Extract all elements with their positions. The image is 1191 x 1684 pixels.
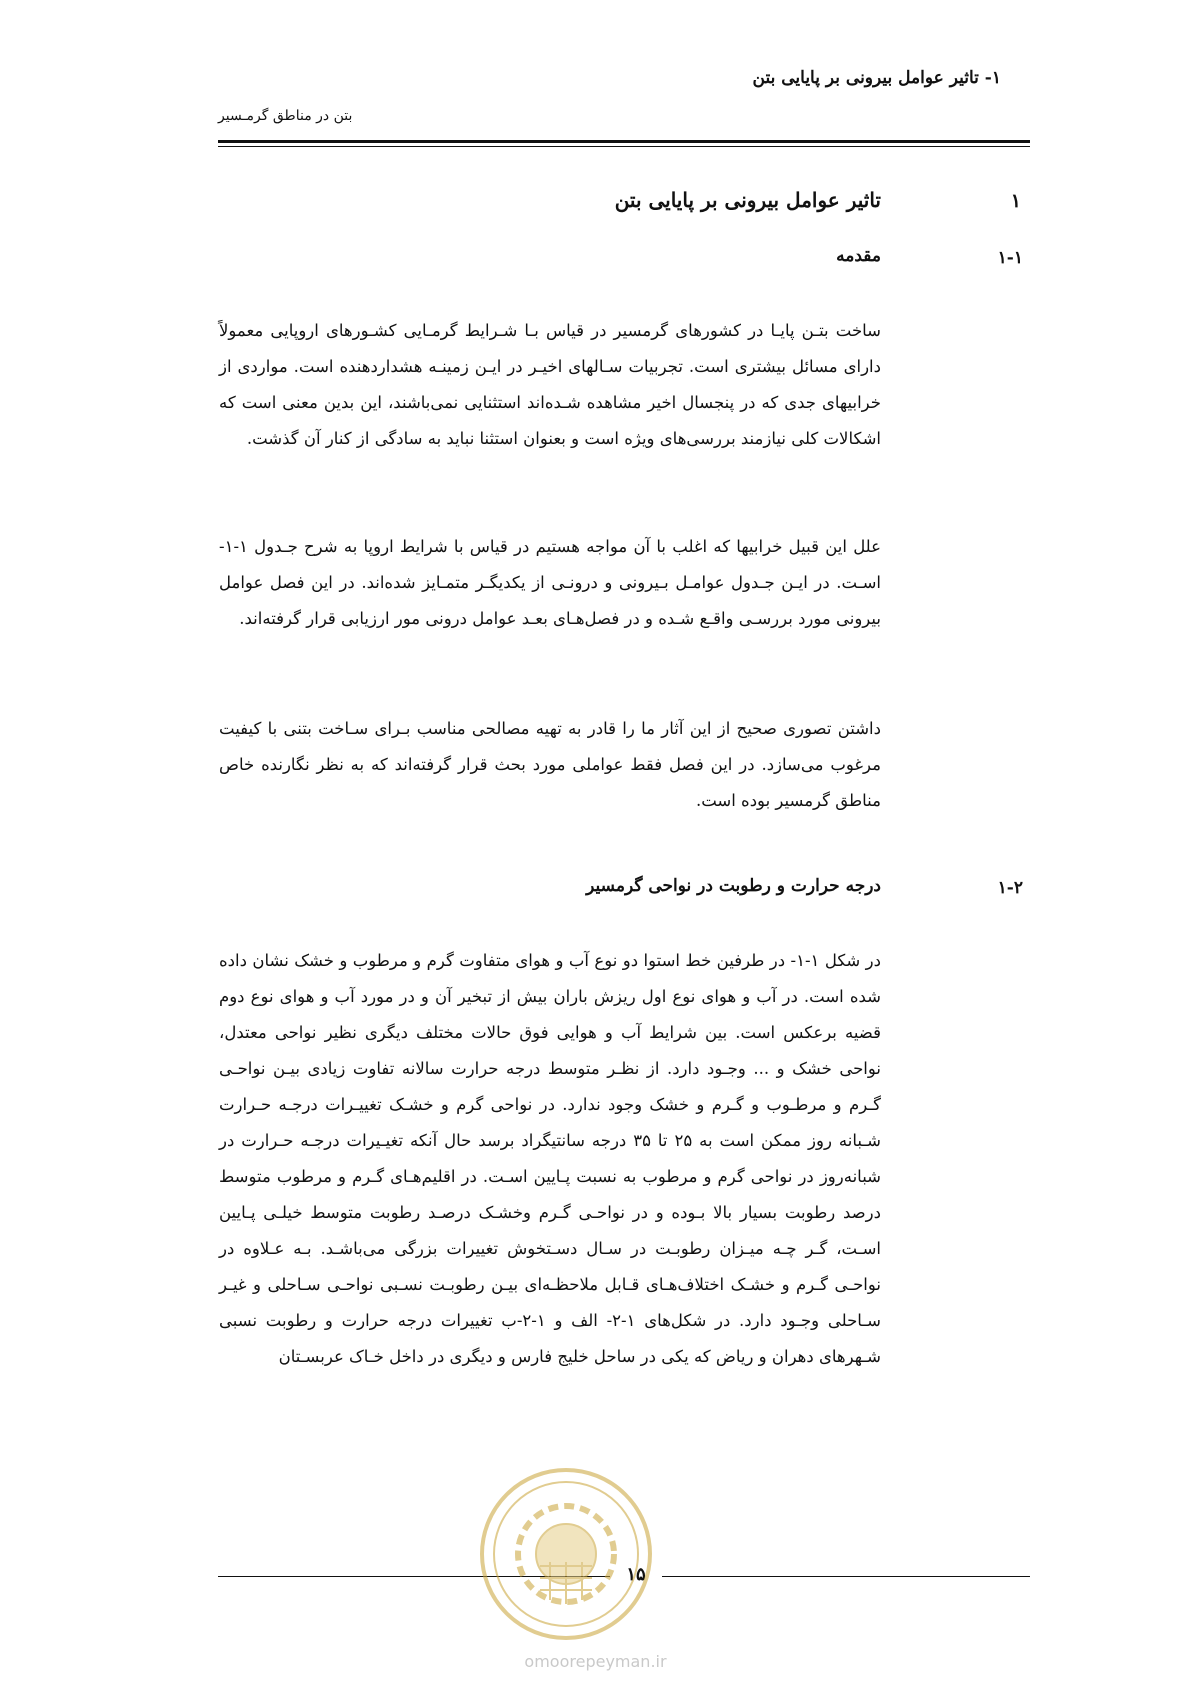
header-rule-thick — [218, 140, 1030, 143]
section-1-2-number: ۱-۲ — [997, 878, 1023, 898]
running-header-book-title: بتن در مناطق گرمـسیر — [218, 108, 353, 124]
running-header-chapter-title: ۱- تاثیر عوامل بیرونی بر پایایی بتن — [752, 68, 1001, 88]
paragraph-intro-2: علل این قبیل خرابیها که اغلب با آن مواجه هستیم در قیاس با شرایط اروپا به شرح جـدول ۱-۱- اسـت. در ایـن جـدول عوامـل بـیرونی و درونـی از یکدیگـر متمـایز شده‌اند. در این فصل عوامل بیرونی مورد بررسـی واقـع شـده و در فصل‌هـای بعـد عوامل درونی مور ارزیابی قرار گرفته‌اند. — [219, 536, 881, 628]
site-watermark: omoorepeyman.ir — [524, 1652, 667, 1671]
header-rule-thin — [218, 146, 1030, 147]
section-1-1-number: ۱-۱ — [997, 248, 1023, 268]
publisher-seal-icon — [478, 1466, 654, 1642]
paragraph-intro-1: ساخت بتـن پایـا در کشورهای گرمسیر در قیاس بـا شـرایط گرمـایی کشـورهای اروپایی معمولاً دارای مسائل بیشتری است. تجربیات سـالهای اخیـر در ایـن زمینـه هشداردهنده است. مواردی از خرابیهای جدی که در پنجسال اخیر مشاهده شـده‌اند استثنایی نمی‌باشند، این بدین معنی است که اشکالات کلی نیازمند بررسی‌های ویژه است و بعنوان استثنا نباید به سادگی از کنار آن گذشت. — [219, 320, 881, 448]
section-1-title: تاثیر عوامل بیرونی بر پایایی بتن — [614, 188, 881, 212]
footer-rule-right — [662, 1576, 1030, 1577]
paragraph-intro-3: داشتن تصوری صحیح از این آثار ما را قادر به تهیه مصالحی مناسب بـرای سـاخت بتنی با کیفیت مرغوب می‌سازد. در این فصل فقط عواملی مورد بحث قرار گرفته‌اند که به نظر نگارنده خاص مناطق گرمسیر بوده است. — [219, 718, 881, 810]
section-1-1-title: مقدمه — [836, 246, 881, 266]
paragraph-climate: در شکل ۱-۱- در طرفین خط استوا دو نوع آب و هوای متفاوت گرم و مرطوب و خشک نشان داده شده است. در آب و هوای نوع اول ریزش باران بیش از تبخیر آن و در مورد آب و هوای نوع دوم قضیه برعکس است. بین شرایط آب و هوایی فوق حالات مختلف دیگری نظیر نواحی معتدل، نواحی خشک و ... وجـود دارد. از نظـر متوسط درجه حرارت سالانه تفاوت زیادی بیـن نواحـی گـرم و مرطـوب و گـرم و خشک وجود ندارد. در نواحی گرم و خشـک تغییـرات درجـه حـرارت شـبانه روز ممکن است به ۲۵ تا ۳۵ درجه سانتیگراد برسد حال آنکه تغیـیرات درجـه حـرارت در شبانه‌روز در نواحی گرم و مرطوب به نسبت پـایین اسـت. در اقلیم‌هـای گـرم و مرطوب متوسط درصد رطوبت بسیار بالا بـوده و در نواحـی گـرم وخشـک درصـد رطوبت متوسط خیلـی پـایین اسـت، گـر چـه میـزان رطوبـت در سـال دسـتخوش تغییرات بزرگی می‌باشـد. بـه عـلاوه در نواحـی گـرم و خشـک اختلاف‌هـای قـابل ملاحظـه‌ای بیـن رطوبـت نسـبی نواحـی سـاحلی و غیـر سـاحلی وجـود دارد. در شکل‌های ۱-۲- الف و ۱-۲-ب تغییرات درجه حرارت و رطوبت نسبی شـهرهای دهران و ریاض که یکی در ساحل خلیج فارس و دیگری در داخل خـاک عربسـتان — [219, 950, 881, 1366]
section-1-number: ۱ — [1010, 190, 1021, 212]
section-1-2-title: درجه حرارت و رطوبت در نواحی گرمسیر — [586, 876, 881, 896]
page-number: ۱۵ — [626, 1564, 646, 1585]
